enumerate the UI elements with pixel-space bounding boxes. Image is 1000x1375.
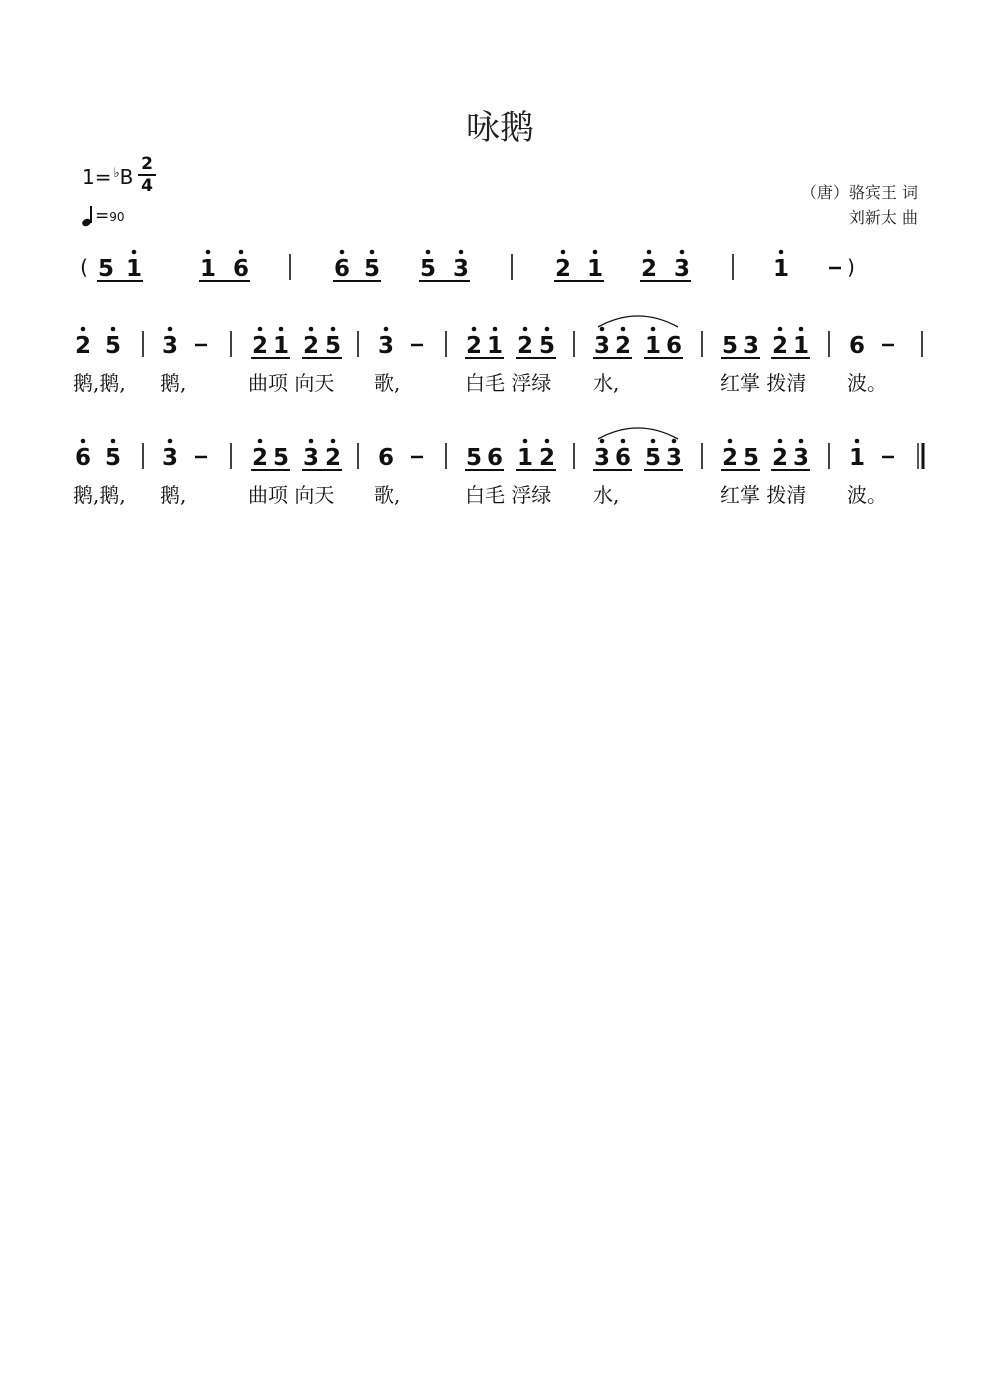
high-octave-dot <box>799 439 804 444</box>
note-digit: 2 <box>251 333 269 359</box>
note-digit: 1 <box>848 445 866 471</box>
note-digit: 2 <box>465 333 483 359</box>
note-digit: 5 <box>419 256 437 282</box>
high-octave-dot <box>206 250 211 255</box>
note-digit: 1 <box>516 445 534 471</box>
composer-credit: 刘新太 曲 <box>848 208 918 227</box>
note-digit: 1 <box>125 256 143 282</box>
note-digit: 5 <box>538 333 556 359</box>
high-octave-dot <box>651 327 656 332</box>
note-digit: 5 <box>721 333 739 359</box>
lyric-text: 曲项 向天 <box>248 483 335 507</box>
lyric-text: 波。 <box>847 483 887 507</box>
high-octave-dot <box>728 439 733 444</box>
note-digit: 2 <box>640 256 658 282</box>
close-paren: ) <box>847 255 855 279</box>
note-digit: 3 <box>665 445 683 471</box>
high-octave-dot <box>680 250 685 255</box>
note-digit: 5 <box>465 445 483 471</box>
note-digit: 6 <box>614 445 632 471</box>
note-digit: 3 <box>673 256 691 282</box>
note-digit: 2 <box>516 333 534 359</box>
high-octave-dot <box>111 439 116 444</box>
lyric-text: 白毛 浮绿 <box>465 483 552 507</box>
high-octave-dot <box>778 439 783 444</box>
high-octave-dot <box>340 250 345 255</box>
high-octave-dot <box>523 439 528 444</box>
high-octave-dot <box>81 327 86 332</box>
high-octave-dot <box>600 439 605 444</box>
note-digit: 6 <box>486 445 504 471</box>
high-octave-dot <box>459 250 464 255</box>
high-octave-dot <box>545 327 550 332</box>
note-digit: 3 <box>742 333 760 359</box>
note-digit: 1 <box>772 256 790 282</box>
high-octave-dot <box>472 327 477 332</box>
note-digit: 2 <box>771 333 789 359</box>
note-digit: 2 <box>554 256 572 282</box>
note-digit: 2 <box>721 445 739 471</box>
note-digit: 1 <box>792 333 810 359</box>
note-digit: 5 <box>104 445 122 471</box>
note-digit: 2 <box>324 445 342 471</box>
high-octave-dot <box>600 327 605 332</box>
high-octave-dot <box>855 439 860 444</box>
lyric-text: 波。 <box>847 371 887 395</box>
high-octave-dot <box>258 439 263 444</box>
note-digit: 3 <box>302 445 320 471</box>
note-digit: 6 <box>377 445 395 471</box>
high-octave-dot <box>593 250 598 255</box>
lyric-text: 水, <box>593 371 620 395</box>
lyric-text: 红掌 拨清 <box>720 483 807 507</box>
slur-arc <box>598 428 678 439</box>
high-octave-dot <box>778 327 783 332</box>
lyricist-credit: （唐）骆宾王 词 <box>800 183 918 202</box>
open-paren: ( <box>80 255 88 279</box>
note-digit: 1 <box>199 256 217 282</box>
high-octave-dot <box>309 327 314 332</box>
lyric-text: 鹅, <box>160 483 187 507</box>
key-equals: = <box>94 165 112 189</box>
tempo-bpm: 90 <box>109 210 125 224</box>
high-octave-dot <box>621 327 626 332</box>
note-digit: 2 <box>771 445 789 471</box>
note-digit: 6 <box>74 445 92 471</box>
tempo-equals: = <box>95 206 110 226</box>
high-octave-dot <box>545 439 550 444</box>
high-octave-dot <box>279 327 284 332</box>
high-octave-dot <box>111 327 116 332</box>
slur-arc <box>598 316 678 327</box>
high-octave-dot <box>370 250 375 255</box>
high-octave-dot <box>647 250 652 255</box>
note-digit: 2 <box>302 333 320 359</box>
high-octave-dot <box>561 250 566 255</box>
lyric-text: 歌, <box>374 371 401 395</box>
note-digit: 6 <box>665 333 683 359</box>
note-digit: 3 <box>377 333 395 359</box>
high-octave-dot <box>523 327 528 332</box>
note-digit: 5 <box>104 333 122 359</box>
note-digit: 1 <box>586 256 604 282</box>
note-digit: 3 <box>593 445 611 471</box>
key-tonic: 1 <box>82 165 95 189</box>
note-digit: 6 <box>848 333 866 359</box>
lyric-text: 水, <box>593 483 620 507</box>
high-octave-dot <box>799 327 804 332</box>
high-octave-dot <box>81 439 86 444</box>
high-octave-dot <box>168 439 173 444</box>
note-digit: 3 <box>593 333 611 359</box>
note-digit: 3 <box>161 445 179 471</box>
high-octave-dot <box>493 327 498 332</box>
high-octave-dot <box>168 327 173 332</box>
note-digit: 3 <box>161 333 179 359</box>
high-octave-dot <box>426 250 431 255</box>
key-note: B <box>119 165 134 189</box>
time-signature-bottom: 4 <box>141 176 153 196</box>
note-digit: 1 <box>486 333 504 359</box>
lyric-text: 红掌 拨清 <box>720 371 807 395</box>
high-octave-dot <box>331 327 336 332</box>
note-digit: 5 <box>272 445 290 471</box>
lyric-text: 曲项 向天 <box>248 371 335 395</box>
note-digit: 5 <box>742 445 760 471</box>
high-octave-dot <box>239 250 244 255</box>
high-octave-dot <box>331 439 336 444</box>
note-digit: 5 <box>644 445 662 471</box>
high-octave-dot <box>779 250 784 255</box>
note-digit: 5 <box>324 333 342 359</box>
high-octave-dot <box>258 327 263 332</box>
lyric-text: 鹅, <box>160 371 187 395</box>
note-digit: 1 <box>644 333 662 359</box>
high-octave-dot <box>672 439 677 444</box>
note-digit: 6 <box>232 256 250 282</box>
note-digit: 2 <box>251 445 269 471</box>
note-digit: 5 <box>363 256 381 282</box>
high-octave-dot <box>651 439 656 444</box>
high-octave-dot <box>621 439 626 444</box>
note-digit: 5 <box>97 256 115 282</box>
lyric-text: 鹅,鹅, <box>73 371 126 395</box>
note-digit: 1 <box>272 333 290 359</box>
note-digit: 2 <box>538 445 556 471</box>
note-digit: 2 <box>74 333 92 359</box>
note-digit: 6 <box>333 256 351 282</box>
high-octave-dot <box>309 439 314 444</box>
time-signature-top: 2 <box>141 154 153 174</box>
flat-sign: ♭ <box>113 166 120 181</box>
note-digit: 2 <box>614 333 632 359</box>
note-digit: 3 <box>452 256 470 282</box>
lyric-text: 鹅,鹅, <box>73 483 126 507</box>
high-octave-dot <box>384 327 389 332</box>
note-digit: 3 <box>792 445 810 471</box>
song-title: 咏鹅 <box>466 108 534 148</box>
lyric-text: 白毛 浮绿 <box>465 371 552 395</box>
lyric-text: 歌, <box>374 483 401 507</box>
high-octave-dot <box>132 250 137 255</box>
